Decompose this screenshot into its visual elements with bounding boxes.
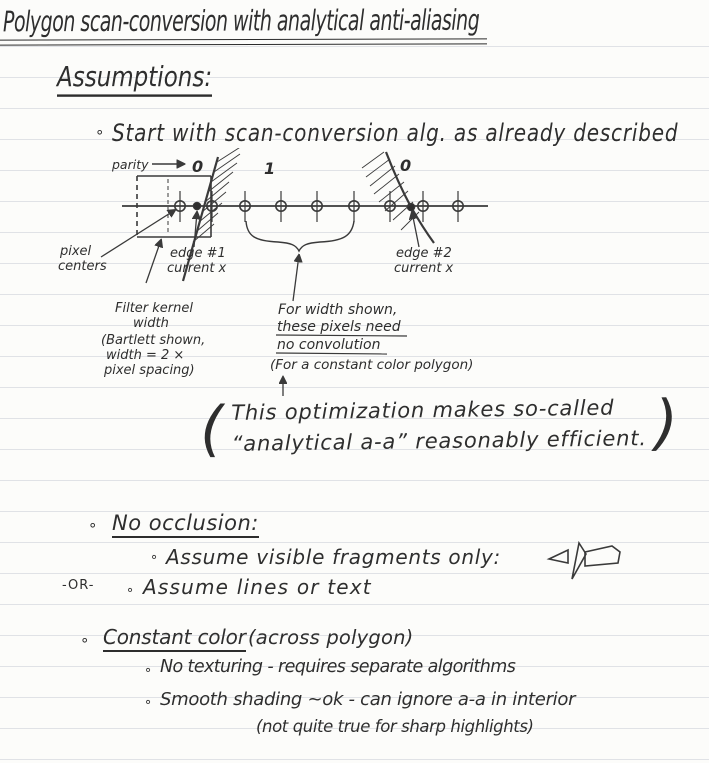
svg-text:Filter kernel: Filter kernel — [115, 301, 193, 316]
pixel-centers-label-1: pixel — [60, 244, 92, 259]
filter-kernel-label — [101, 301, 205, 378]
bullet-icon: ∘ — [126, 583, 135, 598]
svg-text:width: width — [133, 316, 169, 331]
bullet-icon: ∘ — [144, 663, 153, 678]
note-underline-2 — [276, 353, 387, 354]
filter-kernel-arrow-icon — [146, 240, 161, 283]
page-title-text: Polygon scan-conversion with analytical anti-aliasing — [2, 4, 480, 39]
note-underline-1 — [276, 335, 407, 336]
parity-value-0b: 0 — [400, 156, 412, 175]
constant-color-heading-note: (across polygon) — [248, 626, 414, 649]
constant-color-item2: Smooth shading ~ok - can ignore a-a in interior — [160, 689, 576, 710]
or-label: -OR- — [62, 578, 95, 593]
svg-text:pixel spacing): pixel spacing) — [104, 363, 195, 378]
bullet-icon: ∘ — [88, 516, 98, 534]
brace-arrow-icon — [293, 255, 299, 301]
svg-text:(For a constant color polygon): (For a constant color polygon) — [270, 357, 474, 373]
svg-text:no convolution: no convolution — [277, 337, 381, 353]
optimization-note — [200, 387, 679, 466]
svg-text:(Bartlett shown,: (Bartlett shown, — [101, 333, 206, 348]
title-double-underline — [0, 38, 487, 45]
edge2-label-1: edge #2 — [396, 246, 452, 261]
svg-text:width = 2 ×: width = 2 × — [106, 348, 185, 363]
bullet-icon: ∘ — [95, 123, 105, 141]
svg-text:these pixels need: these pixels need — [277, 319, 401, 335]
edge1-label-1: edge #1 — [170, 246, 226, 261]
bullet-icon: ∘ — [144, 695, 153, 710]
optimization-note-line2: “analytical a-a” reasonably efficient. — [231, 426, 647, 456]
edge2-label-2: current x — [394, 261, 454, 276]
start-item-line — [112, 118, 679, 147]
parity-label: parity — [112, 157, 149, 172]
start-item-text: Start with scan-conversion alg. as already described — [112, 118, 679, 147]
close-paren: ) — [654, 387, 679, 458]
constant-color-item1: No texturing - requires separate algorithms — [160, 657, 516, 677]
pixel-centers-label-2: centers — [58, 259, 107, 274]
edge1-label-2: current x — [167, 261, 227, 276]
constant-color-item2-note: (not quite true for sharp highlights) — [256, 717, 534, 736]
parity-value-0a: 0 — [192, 157, 204, 176]
bullet-icon: ∘ — [80, 631, 90, 649]
optimization-note-line1: This optimization makes so-called — [231, 395, 615, 425]
pixel-centers-arrow-icon — [101, 210, 175, 257]
no-occlusion-heading: No occlusion: — [112, 511, 259, 535]
assumptions-heading — [57, 62, 213, 94]
fragments-sketch-icon — [535, 535, 630, 585]
scanline-diagram — [55, 148, 517, 402]
no-occlusion-item2: Assume lines or text — [143, 575, 372, 599]
no-convolution-note — [270, 302, 473, 373]
assumptions-heading-text: Assumptions: — [57, 62, 212, 97]
constant-color-heading: Constant color — [103, 625, 246, 649]
svg-text:For width shown,: For width shown, — [278, 302, 398, 318]
edge1-current-x-dot — [193, 202, 201, 210]
bullet-icon: ∘ — [150, 550, 159, 565]
underbrace — [246, 221, 354, 251]
no-occlusion-item1: Assume visible fragments only: — [166, 545, 501, 569]
parity-value-1: 1 — [264, 159, 276, 178]
open-paren: ( — [199, 394, 224, 465]
page-title — [2, 4, 480, 39]
